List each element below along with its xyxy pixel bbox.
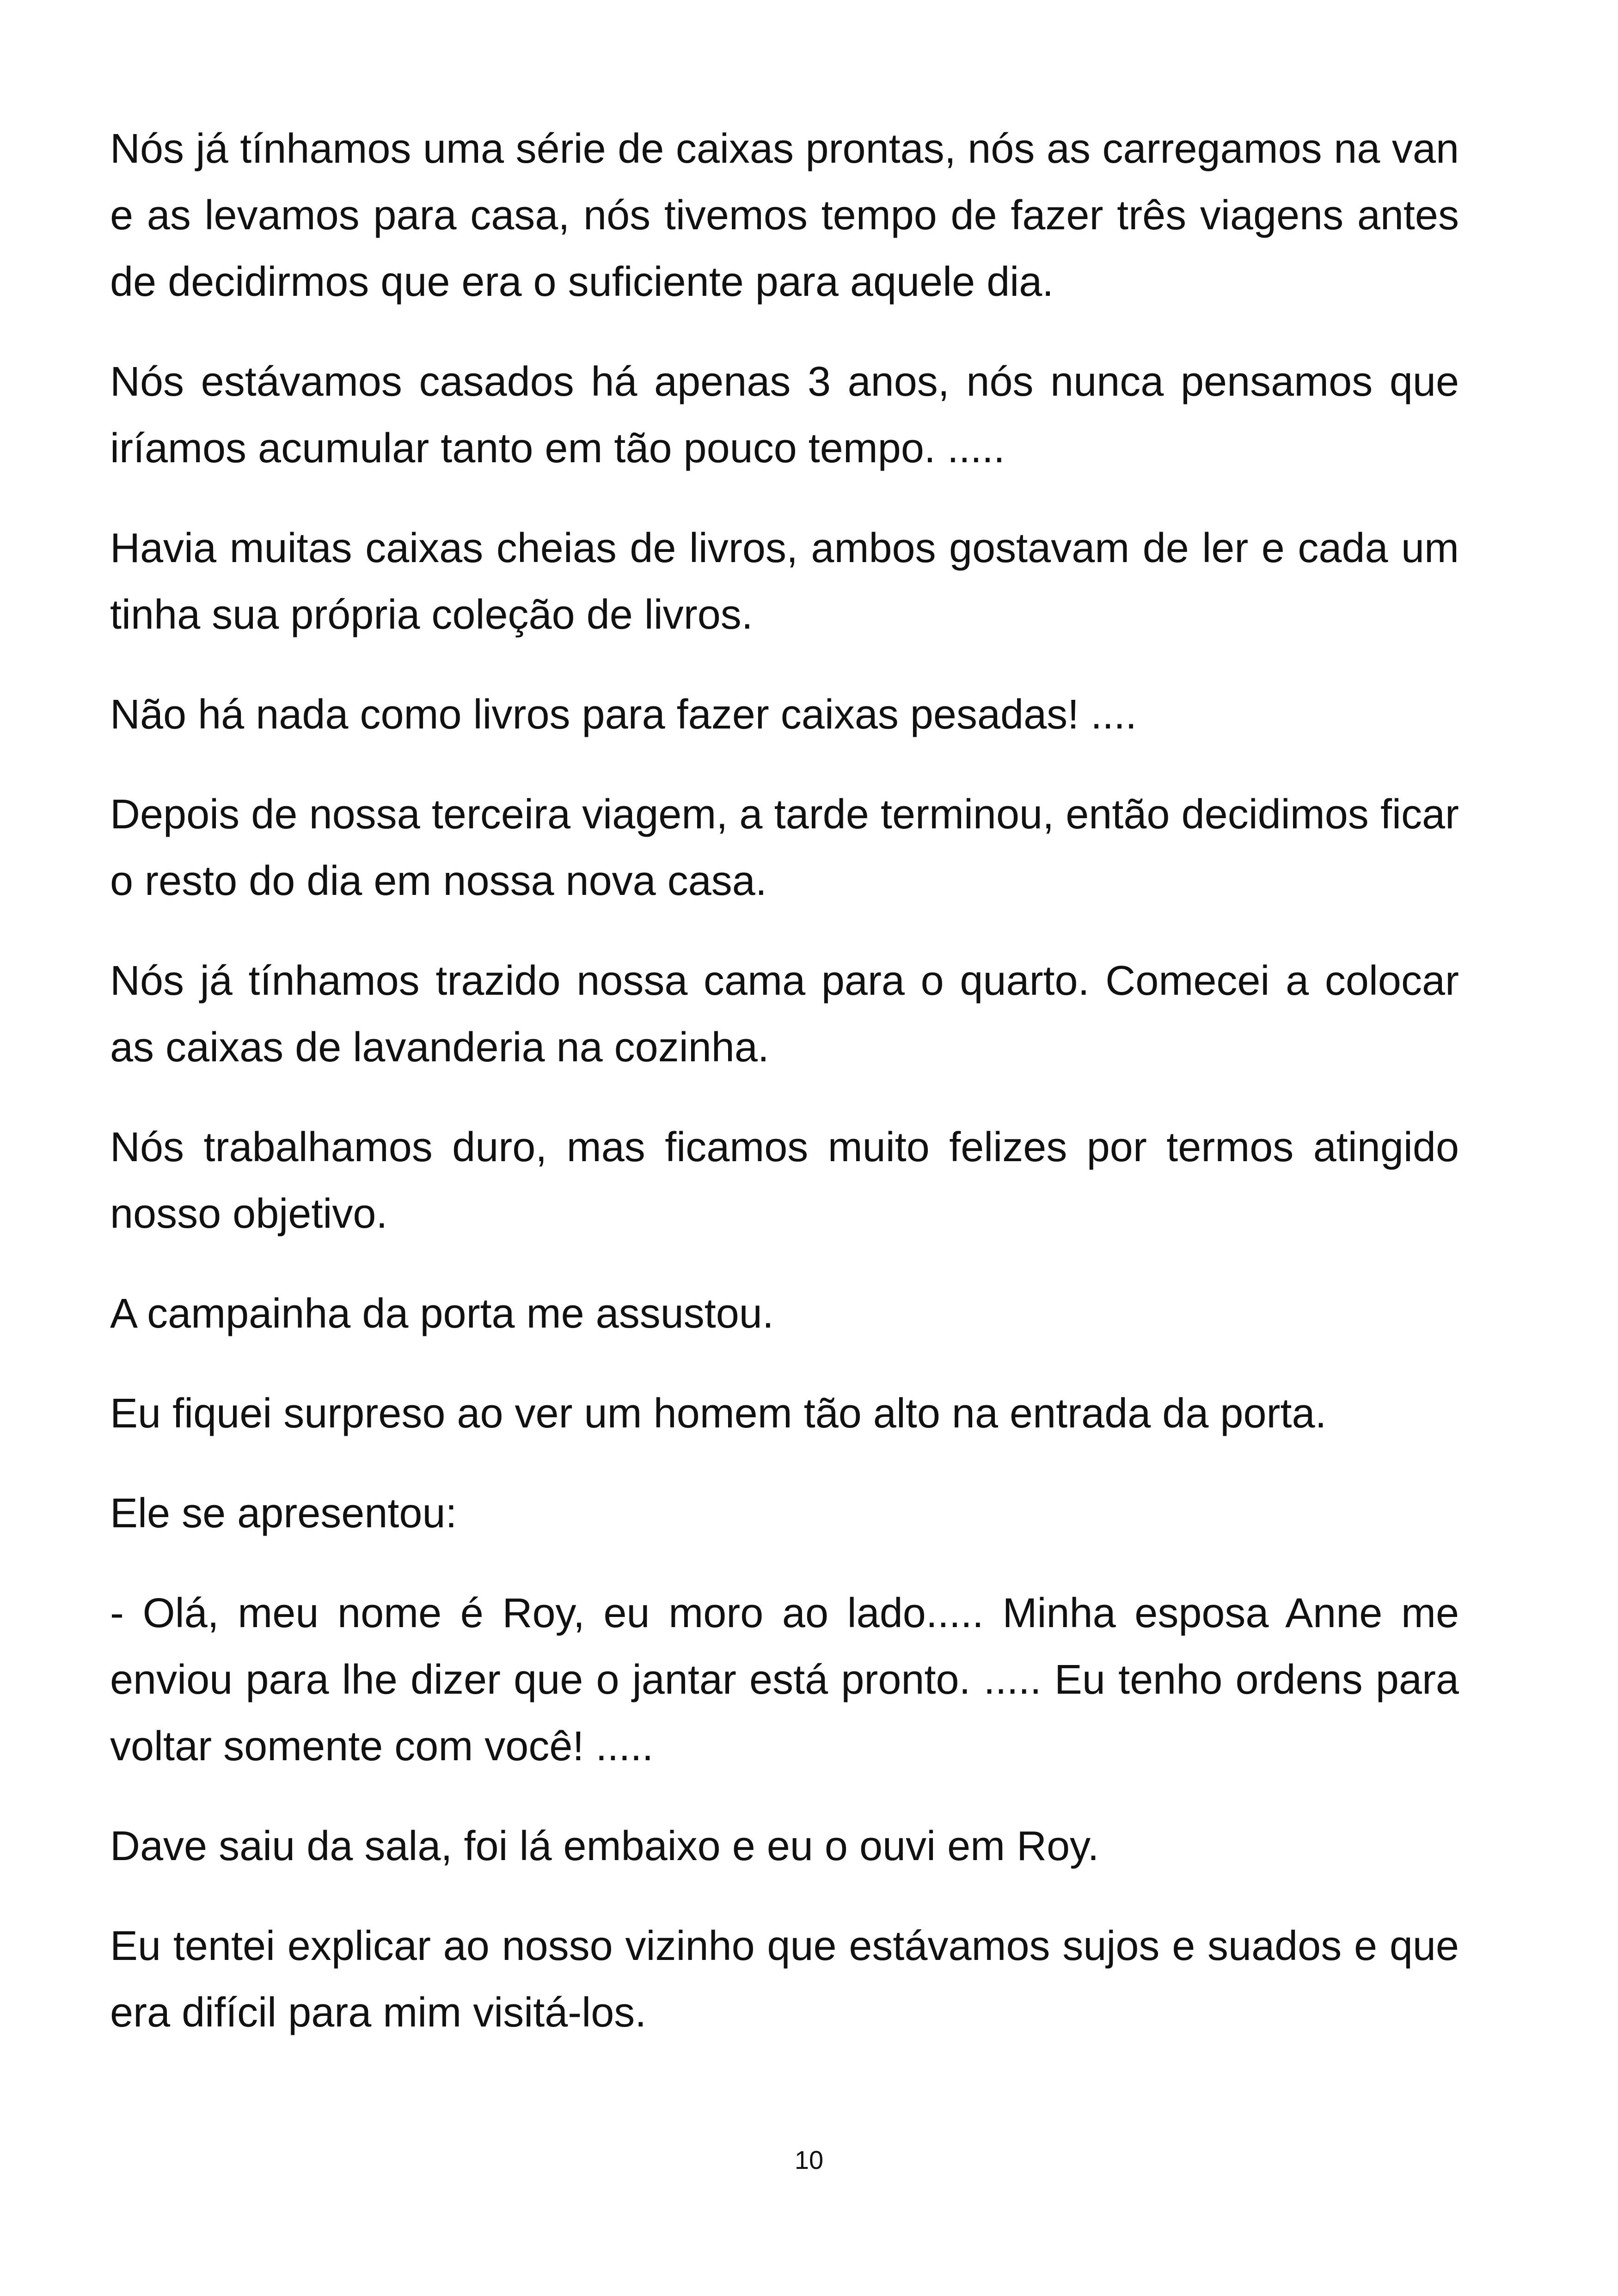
paragraph: Eu fiquei surpreso ao ver um homem tão alto na entrada da porta. [110,1390,1327,1437]
paragraph: Havia muitas caixas cheias de livros, ambos gostavam de ler e cada um tinha sua própria coleção de livros. [110,525,1459,638]
paragraph: Nós estávamos casados há apenas 3 anos, nós nunca pensamos que iríamos acumular tanto em tão pouco tempo. ..... [110,359,1459,471]
paragraph: Eu tentei explicar ao nosso vizinho que estávamos sujos e suados e que era difícil para mim visitá-los. [110,1923,1459,2036]
paragraph: Dave saiu da sala, foi lá embaixo e eu o ouvi em Roy. [110,1823,1099,1869]
paragraph: Nós já tínhamos uma série de caixas prontas, nós as carregamos na van e as levamos para casa, nós tivemos tempo de fazer três viagens antes de decidirmos que era o suficiente para aquele dia. [110,126,1459,305]
paragraph: Ele se apresentou: [110,1490,457,1537]
paragraph: Nós já tínhamos trazido nossa cama para o quarto. Comecei a colocar as caixas de lavanderia na cozinha. [110,958,1459,1071]
paragraph: A campainha da porta me assustou. [110,1291,774,1337]
page-number: 10 [794,2145,824,2174]
paragraph: Não há nada como livros para fazer caixas pesadas! .... [110,692,1137,738]
paragraph: - Olá, meu nome é Roy, eu moro ao lado..... Minha esposa Anne me enviou para lhe dizer que o jantar está pronto. ..... Eu tenho ordens para voltar somente com você! ..... [110,1590,1459,1769]
paragraph: Nós trabalhamos duro, mas ficamos muito felizes por termos atingido nosso objetivo. [110,1124,1459,1237]
paragraph: Depois de nossa terceira viagem, a tarde terminou, então decidimos ficar o resto do dia em nossa nova casa. [110,791,1459,904]
body-text [110,116,1459,2079]
